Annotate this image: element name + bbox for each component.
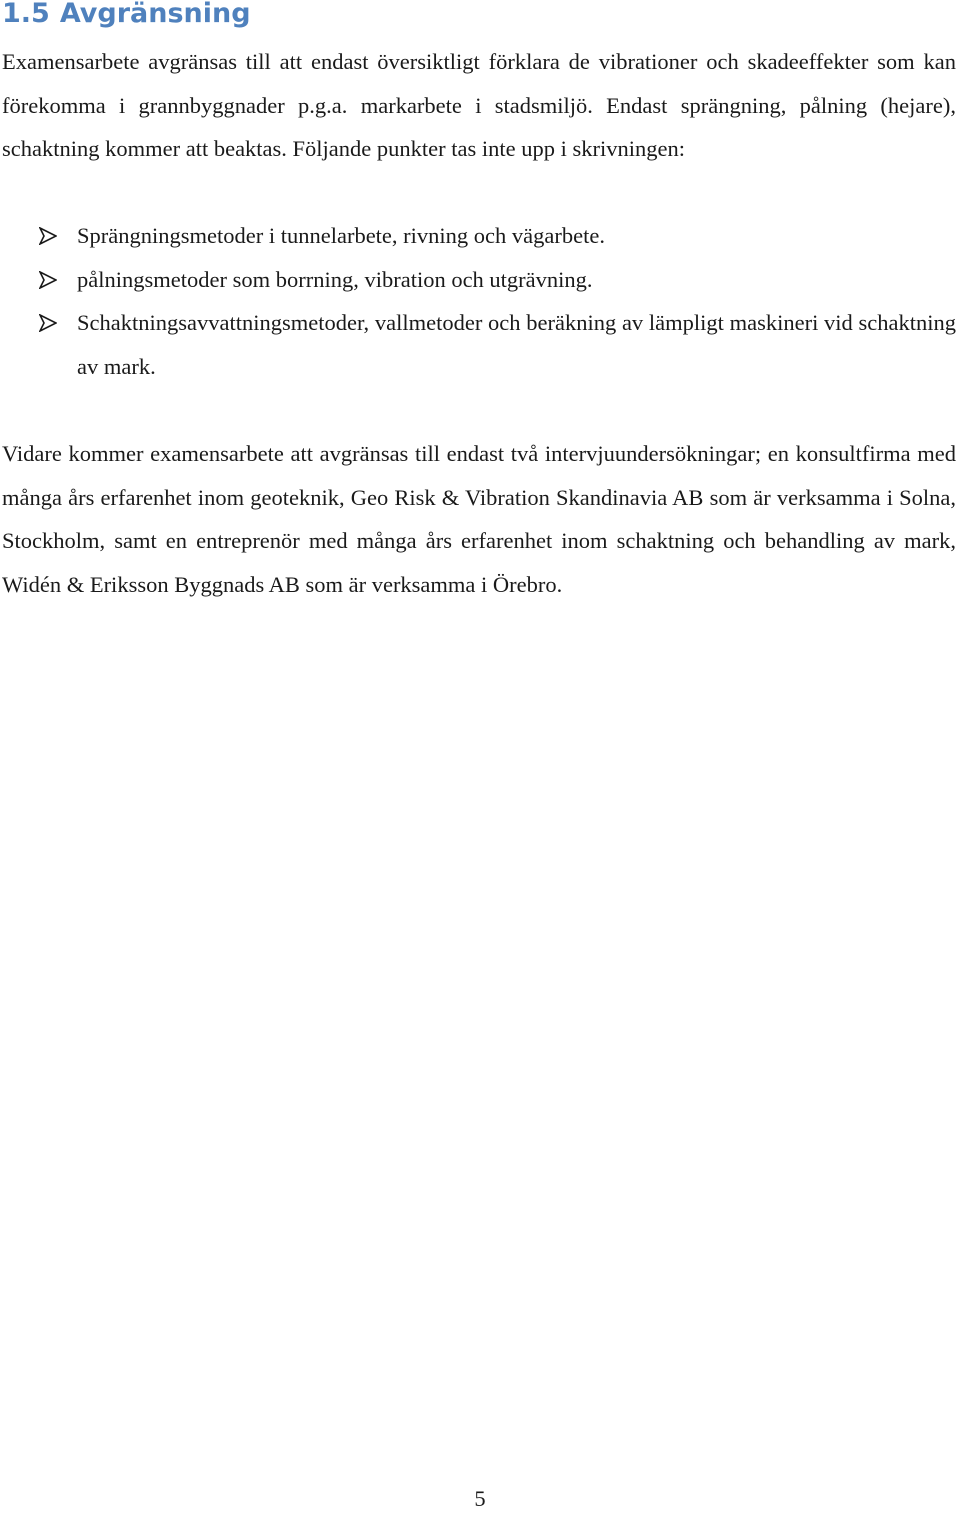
- section-number: 1.5: [2, 0, 50, 29]
- list-item-text: pålningsmetoder som borrning, vibration och utgrävning.: [77, 266, 593, 292]
- arrowhead-bullet-icon: [39, 271, 57, 289]
- arrowhead-bullet-icon: [39, 314, 57, 332]
- section-title: Avgränsning: [59, 0, 251, 29]
- list-item-text: Schaktningsavvattningsmetoder, vallmetoder och beräkning av lämpligt maskineri vid schaktning av mark.: [77, 310, 956, 379]
- page-number: 5: [474, 1486, 486, 1511]
- list-item: [0, 214, 956, 258]
- section-heading: [2, 0, 251, 32]
- list-item: [0, 258, 956, 302]
- arrowhead-bullet-icon: [39, 227, 57, 245]
- list-item-text: Sprängningsmetoder i tunnelarbete, rivning och vägarbete.: [77, 223, 605, 248]
- closing-paragraph: Vidare kommer examensarbete att avgränsas till endast två intervjuundersökningar; en konsultfirma med många års erfarenhet inom geoteknik, Geo Risk & Vibration Skandinavia AB som är verksamma i Solna, Stockholm, samt en entreprenör med många års erfarenhet inom schaktning och behandling av mark, Widén & Eriksson Byggnads AB som är verksamma i Örebro.: [2, 441, 956, 597]
- intro-paragraph: Examensarbete avgränsas till att endast översiktligt förklara de vibrationer och skadeeffekter som kan förekomma i grannbyggnader p.g.a. markarbete i stadsmiljö. Endast sprängning, pålning (hejare), schaktning kommer att beaktas. Följande punkter tas inte upp i skrivningen:: [2, 49, 956, 162]
- list-item: [0, 301, 956, 388]
- exclusion-list: [0, 214, 956, 388]
